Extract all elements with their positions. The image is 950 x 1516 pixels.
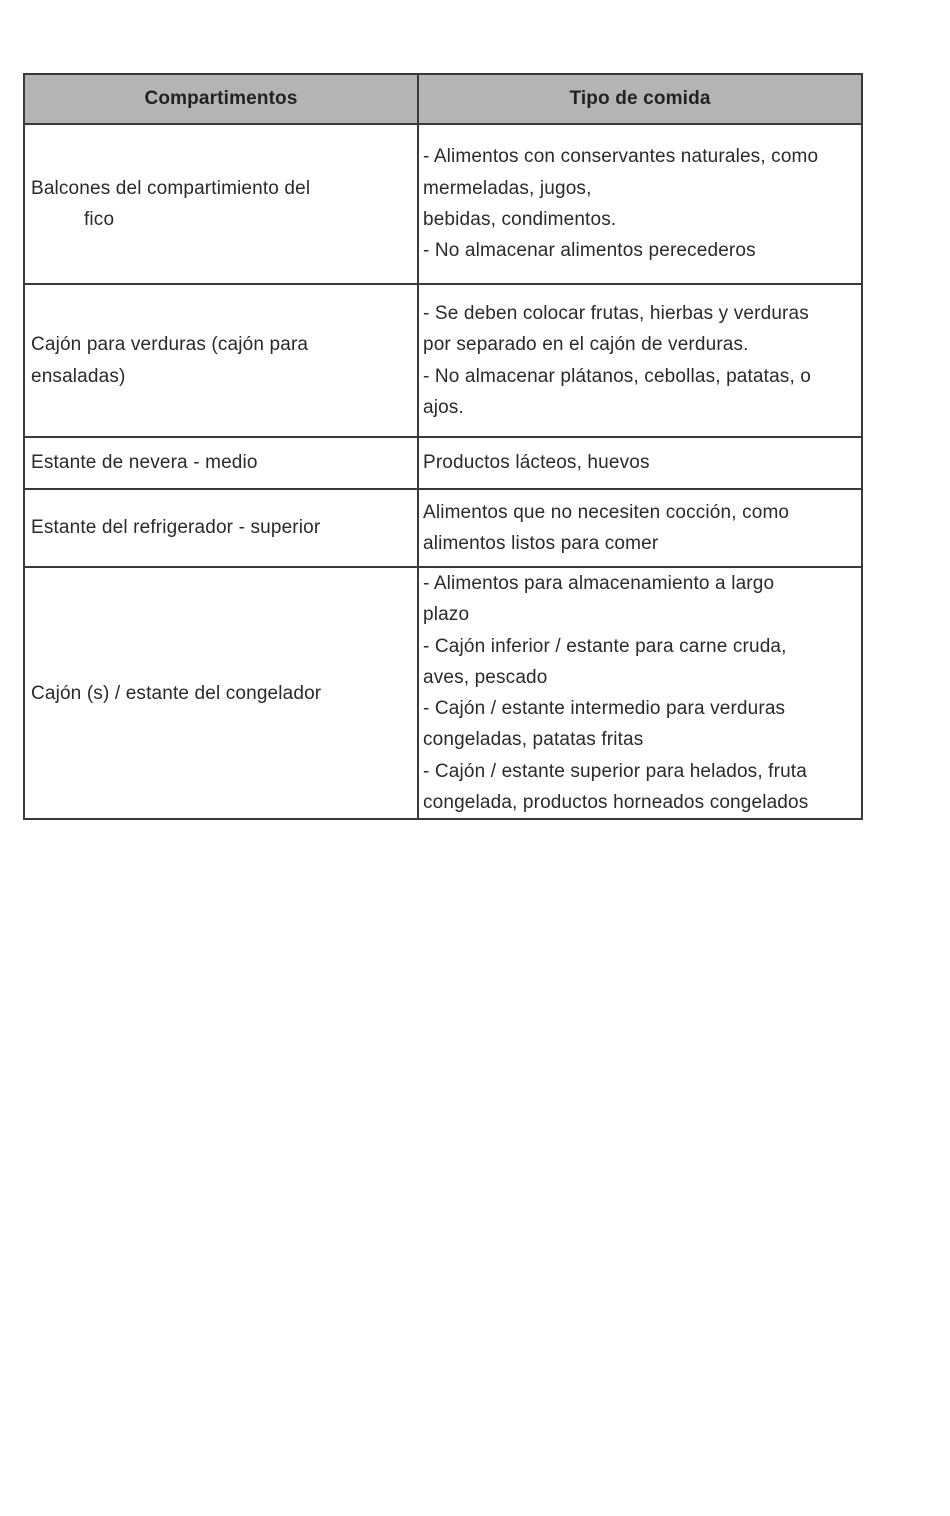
food-text: por separado en el cajón de verduras. xyxy=(423,334,749,356)
food-text: ajos. xyxy=(423,396,464,418)
food-text: Productos lácteos, huevos xyxy=(423,452,650,474)
compartment-cell xyxy=(24,567,418,819)
food-text: - Cajón / estante superior para helados, fruta xyxy=(423,760,807,782)
compartment-text: Cajón para verduras (cajón para xyxy=(31,334,309,356)
compartment-text: Estante del refrigerador - superior xyxy=(31,517,321,539)
compartment-cell xyxy=(24,489,418,567)
food-text: alimentos listos para comer xyxy=(423,533,659,554)
food-text: plazo xyxy=(423,604,470,626)
food-type-cell xyxy=(418,124,862,284)
compartment-text: Estante de nevera - medio xyxy=(31,452,258,474)
food-text: aves, pescado xyxy=(423,666,548,688)
food-type-cell xyxy=(418,284,862,437)
food-text: - Cajón / estante intermedio para verduras xyxy=(423,698,786,720)
compartment-text: Balcones del compartimiento del xyxy=(31,177,311,199)
food-text: - No almacenar alimentos perecederos xyxy=(423,240,756,262)
food-type-cell xyxy=(418,567,862,819)
food-type-cell xyxy=(418,489,862,567)
table-row xyxy=(24,284,862,437)
food-text: - Cajón inferior / estante para carne cruda, xyxy=(423,635,787,657)
table-row xyxy=(24,124,862,284)
food-text: bebidas, condimentos. xyxy=(423,209,617,230)
compartment-text: Cajón (s) / estante del congelador xyxy=(31,682,322,704)
food-text: - Alimentos para almacenamiento a largo xyxy=(423,573,775,594)
table-row xyxy=(24,567,862,819)
header-compartments: Compartimentos xyxy=(24,74,418,124)
food-text: Alimentos que no necesiten cocción, como xyxy=(423,501,790,523)
table-header-row xyxy=(24,74,862,124)
compartment-cell xyxy=(24,124,418,284)
food-text: - Alimentos con conservantes naturales, como xyxy=(423,146,819,168)
food-text: mermeladas, jugos, xyxy=(423,177,592,199)
food-text: congelada, productos horneados congelados xyxy=(423,792,809,814)
compartment-text: ensaladas) xyxy=(31,365,126,387)
header-food-type: Tipo de comida xyxy=(418,74,862,124)
table-row xyxy=(24,437,862,489)
food-storage-table xyxy=(23,73,863,820)
food-text: - Se deben colocar frutas, hierbas y verduras xyxy=(423,302,809,324)
compartment-cell xyxy=(24,284,418,437)
food-text: - No almacenar plátanos, cebollas, patatas, o xyxy=(423,365,812,387)
compartment-text: fico xyxy=(84,209,115,230)
compartment-cell xyxy=(24,437,418,489)
food-text: congeladas, patatas fritas xyxy=(423,729,644,751)
food-type-cell xyxy=(418,437,862,489)
table-row xyxy=(24,489,862,567)
